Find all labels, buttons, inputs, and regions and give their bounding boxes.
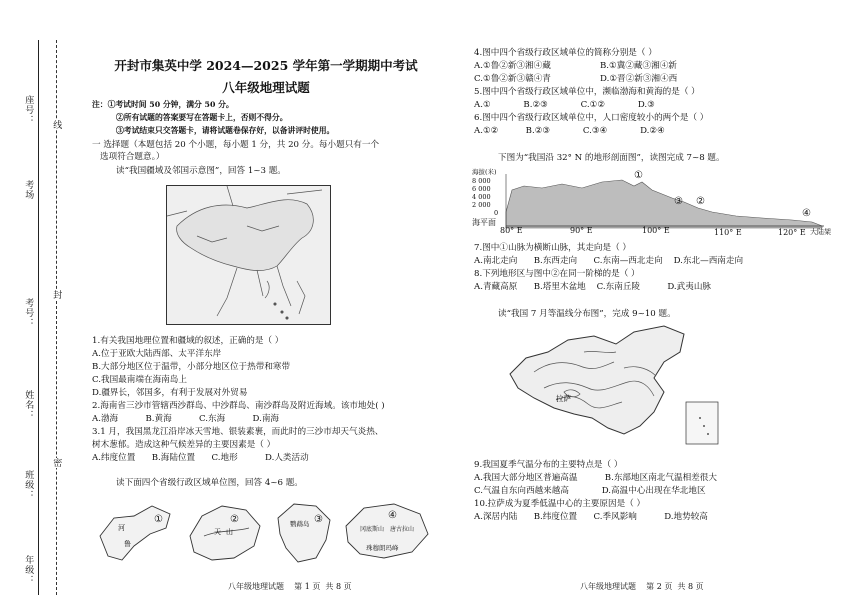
q5-stem: 5.图中四个省级行政区域单位中，濒临渤海和黄海的是（ ） [474,87,700,97]
ytick-8000: 8 000 [472,177,491,185]
province-name-island: 鹦鹉岛 [290,520,310,528]
q1-option-c: C.我国最南端在海南岛上 [92,375,187,385]
exam-title: 开封市集英中学 2024—2025 学年第一学期期中考试 [114,58,418,73]
xtick-100e: 100° E [642,226,670,235]
intro-q4-6: 读下面四个省级行政区域单位图，回答 4~6 题。 [116,478,303,488]
profile-mark-3: ③ [674,196,683,207]
xtick-80e: 80° E [500,226,523,235]
territory-map [166,185,331,325]
grade-label: 年级： [23,555,34,585]
province-mark-2: ② [230,514,239,525]
footer-right: 八年级地理试题 第 2 页 共 8 页 [580,582,704,591]
q8-stem: 8.下列地形区与图中②在同一阶梯的是（ ） [474,269,640,279]
exam-no-label: 考号： [23,298,34,328]
q8-options: A.青藏高原 B.塔里木盆地 C.东南丘陵 D.武夷山脉 [474,282,712,292]
q1-stem: 1.有关我国地理位置和疆域的叙述，正确的是（ ） [92,336,284,346]
q5-options: A.① B.②③ C.①② D.③ [474,100,655,110]
q3-stem-2: 树木葱郁。造成这种气候差异的主要因素是（ ） [92,440,276,450]
q4-options-ab: A.①鲁②新③湘④藏 B.①冀②藏③湘④新 [474,61,677,71]
q1-option-a: A.位于亚欧大陆西部、太平洋东岸 [92,349,222,359]
q10-options: A.深居内陆 B.纬度位置 C.季风影响 D.地势较高 [474,512,708,522]
isotherm-map [504,322,724,450]
seal-mark-seal: 封 [51,290,62,300]
xtick-120e: 120° E [778,228,806,237]
intro-q9-10: 读“我国 7 月等温线分布图”，完成 9~10 题。 [498,309,676,319]
q6-stem: 6.图中四个省级行政区域单位中，人口密度较小的两个是（ ） [474,113,709,123]
room-label: 考场 [23,180,34,200]
province-name-everest: 珠穆朗玛峰 [366,544,399,552]
profile-mark-2: ② [696,196,705,207]
continental-shelf-label: 大陆架 [810,228,831,236]
q9-options-ab: A.我国大部分地区普遍高温 B.东部地区南北气温相差很大 [474,473,717,483]
seal-mark-line: 线 [51,120,62,130]
q2-options: A.渤海 B.黄海 C.东海 D.南海 [92,414,280,424]
isotherm-map-drawing [504,322,724,450]
province-name-he: 河 [118,524,125,532]
seal-mark-secret: 密 [51,458,62,468]
lhasa-label: 拉萨 [556,394,571,403]
q7-options: A.南北走向 B.东西走向 C.东南—西北走向 D.东北—西南走向 [474,256,744,266]
terrain-profile [472,168,842,240]
province-name-shan: 山 [226,528,233,536]
section-heading: 一 选择题（本题包括 20 个小题，每小题 1 分，共 20 分。每小题只有一个 [92,140,380,150]
intro-q1-3: 读“我国疆域及邻国示意图”，回答 1~3 题。 [116,166,286,176]
binding-margin [0,0,72,607]
section-heading-2: 选项符合题意。） [100,152,165,162]
q1-option-b: B.大部分地区位于温带，小部分地区位于热带和寒带 [92,362,291,372]
footer-left: 八年级地理试题 第 1 页 共 8 页 [228,582,352,591]
sea-level-label: 海平面 [472,218,496,227]
profile-ylabel: 海拔(米) [472,168,497,176]
seat-label: 座号： [23,95,34,125]
province-mark-4: ④ [388,510,397,521]
q10-stem: 10.拉萨成为夏季低温中心的主要原因是（ ） [474,499,646,509]
profile-mark-4: ④ [802,208,811,219]
ytick-6000: 6 000 [472,185,491,193]
q4-stem: 4.图中四个省级行政区域单位的简称分别是（ ） [474,48,657,58]
q6-options: A.①② B.②③ C.③④ D.②④ [474,126,665,136]
province-mark-1: ① [154,514,163,525]
province-mark-3: ③ [314,514,323,525]
territory-map-drawing [167,186,330,324]
margin-line [38,40,39,595]
name-label: 姓名： [23,390,34,420]
note-1: 注：①考试时间 50 分钟，满分 50 分。 [92,100,234,109]
province-name-gangdise: 冈底斯山 [360,526,385,533]
q1-option-d: D.疆界长，邻国多，有利于发展对外贸易 [92,388,248,398]
ytick-2000: 2 000 [472,201,491,209]
profile-mark-1: ① [634,170,643,181]
q4-options-cd: C.①鲁②新③赣④青 D.①晋②新③湘④西 [474,74,678,84]
xtick-90e: 90° E [570,226,593,235]
province-maps-drawing [94,496,434,572]
province-maps [94,496,434,572]
ytick-0: 0 [494,209,499,217]
q3-options: A.纬度位置 B.海陆位置 C.地形 D.人类活动 [92,453,309,463]
q2-stem: 2.海南省三沙市管辖西沙群岛、中沙群岛、南沙群岛及附近海域。该市地处( ) [92,401,385,411]
province-name-tian: 天 [214,528,221,536]
intro-q7-8: 下图为“我国沿 32° N 的地形剖面图”，读图完成 7~8 题。 [498,153,725,163]
q7-stem: 7.图中①山脉为横断山脉，其走向是（ ） [474,243,632,253]
q9-stem: 9.我国夏季气温分布的主要特点是（ ） [474,460,623,470]
note-2: ②所有试题的答案要写在答题卡上，否则不得分。 [116,113,288,122]
xtick-110e: 110° E [714,228,742,237]
province-name-lu: 鲁 [124,540,131,548]
province-name-tanggula: 唐古拉山 [390,526,415,533]
q9-options-cd: C.气温自东向西越来越高 D.高温中心出现在华北地区 [474,486,706,496]
note-3: ③考试结束只交答题卡，请将试题卷保存好，以备讲评时使用。 [116,126,335,135]
q3-stem: 3.1 月，我国黑龙江沿岸冰天雪地、银装素裹，而此时的三沙市却天气炎热、 [92,427,384,437]
ytick-4000: 4 000 [472,193,491,201]
class-label: 班级： [23,470,34,500]
exam-subtitle: 八年级地理试题 [222,80,310,95]
